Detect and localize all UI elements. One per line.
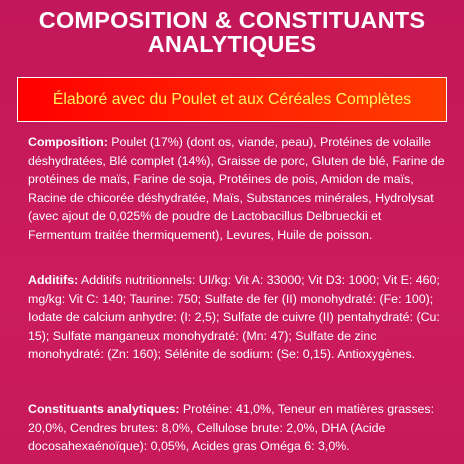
additives-section <box>28 271 448 364</box>
analytical-constituents-section <box>28 400 448 456</box>
composition-text: Poulet (17%) (dont os, viande, peau), Protéines de volaille déshydratées, Blé complet (14%), Graisse de porc, Gluten de blé, Farine de protéines de maïs, Farine de soja, Protéines de pois, Amidon de maïs, Racine de chicorée déshydratée, Maïs, Substances minérales, Hydrolysat (avec ajout de 0,025% de poudre de Lactobacillus Delbrueckii et Fermentum traitée thermiquement), Levures, Huile de poisson. <box>28 135 445 242</box>
highlight-banner <box>17 77 447 122</box>
additives-text: Additifs nutritionnels: UI/kg: Vit A: 33000; Vit D3: 1000; Vit E: 460; mg/kg: Vit C: 140; Taurine: 750; Sulfate de fer (II) monohydraté: (Fe: 100); Iodate de calcium anhydre: (I: 2,5); Sulfate de cuivre (II) pentahydraté: (Cu: 15); Sulfate manganeux monohydraté: (Mn: 47); Sulfate de zinc monohydraté: (Zn: 160); Sélénite de sodium: (Se: 0,15). Antioxygènes. <box>28 273 440 362</box>
composition-section <box>28 133 448 245</box>
analytical-constituents-label: Constituants analytiques: <box>28 402 180 416</box>
title-line-2: ANALYTIQUES <box>147 31 317 57</box>
page-title <box>0 8 464 56</box>
title-line-1: COMPOSITION & CONSTITUANTS <box>38 7 426 33</box>
additives-label: Additifs: <box>28 273 79 287</box>
composition-label: Composition: <box>28 135 108 149</box>
banner-text: Élaboré avec du Poulet et aux Céréales Complètes <box>52 90 412 108</box>
analytical-constituents-text: Protéine: 41,0%, Teneur en matières grasses: 20,0%, Cendres brutes: 8,0%, Cellulose brute: 2,0%, DHA (Acide docosahexaénoïque): 0,05%, Acides gras Oméga 6: 3,0%. <box>28 402 435 454</box>
